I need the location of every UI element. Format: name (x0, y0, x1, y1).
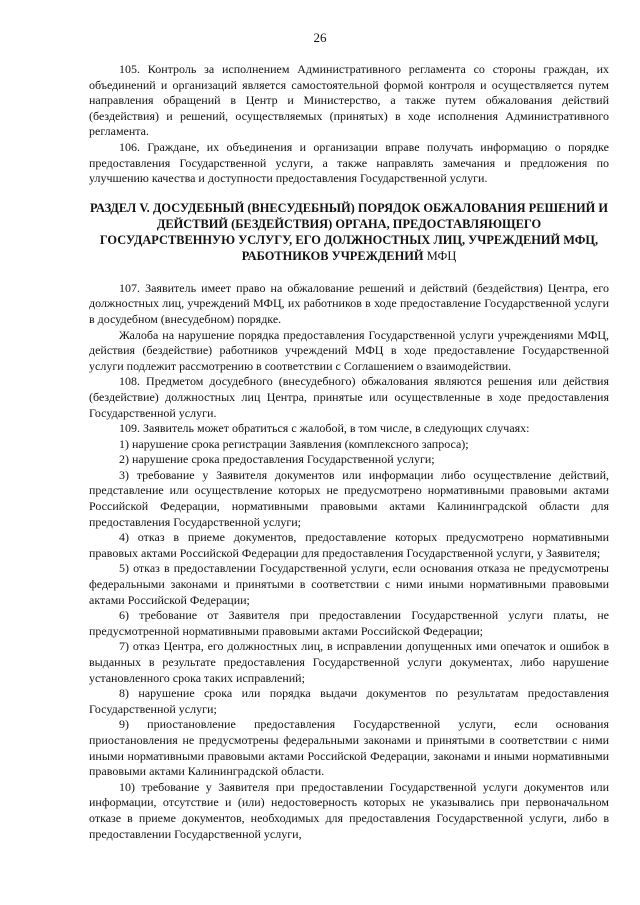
list-item-3: 3) требование у Заявителя документов или информации либо осуществление действий, представление или осуществление которых не предусмотрено нормативными правовыми актами Российской Федерации, нормативными правовыми актами Калининградской области для предоставления Государственной услуги; (89, 467, 609, 529)
paragraph-108: 108. Предметом досудебного (внесудебного) обжалования являются решения или действия (бездействие) должностных лиц Центра, принятые или осуществленные в ходе предоставления Государственной услуги. (89, 374, 609, 420)
list-item-4: 4) отказ в приеме документов, предоставление которых предусмотрено нормативными правовых актами Российской Федерации для предоставления Государственной услуги, у Заявителя; (89, 530, 609, 560)
paragraph-106: 106. Граждане, их объединения и организации вправе получать информацию о порядке предоставления Государственной услуги, а также направлять замечания и предложения по улучшению качества и доступности предоставления Государственной услуги. (89, 139, 609, 186)
list-item-2: 2) нарушение срока предоставления Государственной услуги; (119, 452, 435, 467)
paragraph-105: 105. Контроль за исполнением Административного регламента со стороны граждан, их объединений и организаций является самостоятельной формой контроля и осуществляется путем направления обращений в Центр и Министерство, а также путем обжалования действий (бездействия) и решений, осуществляемых (принятых) в ходе исполнения Административного регламента. (89, 62, 609, 139)
paragraph-107: 107. Заявитель имеет право на обжалование решений и действий (бездействия) Центра, его должностных лиц, учреждений МФЦ, их работников в ходе предоставление Государственной услуги в досудебном (внесудебном) порядке. (89, 280, 609, 326)
list-item-1: 1) нарушение срока регистрации Заявления (комплексного запроса); (119, 436, 469, 451)
paragraph-109: 109. Заявитель может обратиться с жалобой, в том числе, в следующих случаях: (119, 421, 530, 436)
page-number: 26 (313, 30, 327, 45)
paragraph-complaint-mfc: Жалоба на нарушение порядка предоставления Государственной услуги учреждениями МФЦ, действия (бездействие) работников учреждений МФЦ в ходе предоставление Государственной услуги подлежит рассмотрению в соответствии с Соглашением о взаимодействии. (89, 327, 609, 373)
list-item-6: 6) требование от Заявителя при предоставлении Государственной услуги платы, не предусмотренной нормативными правовыми актами Российской Федерации; (89, 608, 609, 638)
list-item-7: 7) отказ Центра, его должностных лиц, в исправлении допущенных ими опечаток и ошибок в выданных в результате предоставления Государственной услуги документах, либо нарушение установленного срока таких исправлений; (89, 639, 609, 685)
document-body (89, 62, 609, 842)
list-item-8: 8) нарушение срока или порядка выдачи документов по результатам предоставления Государственной услуги; (89, 686, 609, 716)
list-item-9: 9) приостановление предоставления Государственной услуги, если основания приостановления не предусмотрены федеральными законами и принятыми в соответствии с ними иными нормативными правовыми актами Российской Федерации, законами и иными нормативными правовыми актами Калининградской области. (89, 717, 609, 779)
section-heading-tail: МФЦ (426, 248, 457, 263)
section-heading-bold: РАЗДЕЛ V. ДОСУДЕБНЫЙ (ВНЕСУДЕБНЫЙ) ПОРЯДОК ОБЖАЛОВАНИЯ РЕШЕНИЙ И ДЕЙСТВИЙ (БЕЗДЕЙСТВИЯ) ОРГАНА, ПРЕДОСТАВЛЯЮЩЕГО ГОСУДАРСТВЕННУЮ УСЛУГУ, ЕГО ДОЛЖНОСТНЫХ ЛИЦ, УЧРЕЖДЕНИЙ МФЦ, РАБОТНИКОВ УЧРЕЖДЕНИЙ (89, 200, 609, 263)
list-item-10: 10) требование у Заявителя при предоставлении Государственной услуги документов или информации, отсутствие и (или) недостоверность которых не указывались при первоначальном отказе в приеме документов, необходимых для предоставления Государственной услуги, либо в предоставлении Государственной услуги, (89, 779, 609, 841)
list-item-5: 5) отказ в предоставлении Государственной услуги, если основания отказа не предусмотрены федеральными законами и принятыми в соответствии с ними иными нормативными правовыми актами Российской Федерации; (89, 561, 609, 607)
section-heading (89, 200, 609, 264)
